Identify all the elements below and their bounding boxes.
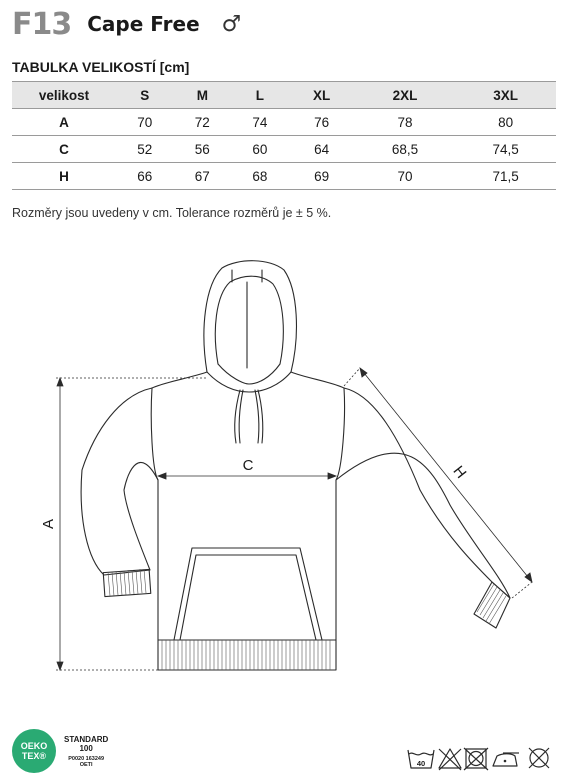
table-row <box>12 109 556 136</box>
table-cell: 60 <box>252 141 268 157</box>
table-cell: 52 <box>137 141 153 157</box>
dimension-h-label: H <box>449 462 470 482</box>
table-cell: 64 <box>314 141 330 157</box>
oeko-tex-logo <box>12 729 56 773</box>
standard-number: 100 <box>79 743 93 753</box>
table-cell: 72 <box>194 114 210 130</box>
right-cuff <box>474 582 510 628</box>
row-label: H <box>59 168 69 184</box>
table-cell: 74 <box>252 114 268 130</box>
neckline <box>207 372 291 392</box>
wash-temperature: 40 <box>416 759 426 768</box>
oeko-tex-badge <box>12 728 108 774</box>
institute-name: OETI <box>79 761 93 768</box>
left-cuff <box>103 569 151 596</box>
table-cell: 74,5 <box>492 141 519 157</box>
oeko-tex-text <box>64 735 108 768</box>
right-sleeve <box>336 388 510 598</box>
table-cell: 56 <box>194 141 210 157</box>
product-name: Cape Free <box>87 12 200 36</box>
kangaroo-pocket <box>174 548 322 640</box>
table-row <box>12 163 556 190</box>
size-header-label: velikost <box>38 87 90 103</box>
size-header: M <box>196 87 208 103</box>
standard-label: STANDARD <box>64 734 109 744</box>
size-table-title: TABULKA VELIKOSTÍ [cm] <box>12 59 190 75</box>
hood-opening <box>215 276 283 364</box>
dimension-a-label: A <box>40 518 57 530</box>
no-tumble-dry-icon <box>464 748 488 770</box>
body-outline <box>151 372 344 640</box>
hoodie-diagram <box>0 240 568 700</box>
table-cell: 68,5 <box>391 141 419 157</box>
hood-seam <box>232 270 262 368</box>
male-icon: ♂ <box>221 11 242 37</box>
table-cell: 76 <box>314 114 330 130</box>
dimension-c-label: C <box>242 457 254 474</box>
table-cell: 80 <box>498 114 514 130</box>
size-header: 3XL <box>493 87 519 103</box>
size-header: S <box>140 87 150 103</box>
size-table <box>12 81 556 190</box>
table-cell: 71,5 <box>492 168 519 184</box>
table-cell: 70 <box>137 114 153 130</box>
row-label: C <box>59 141 69 157</box>
table-cell: 67 <box>194 168 210 184</box>
table-row <box>12 136 556 163</box>
hem-band <box>158 640 336 670</box>
size-header: L <box>255 87 264 103</box>
row-label: A <box>59 114 69 130</box>
table-cell: 69 <box>314 168 330 184</box>
table-cell: 78 <box>397 114 413 130</box>
oeko-logo-line1: OEKO <box>20 741 48 751</box>
product-header <box>12 6 241 42</box>
care-symbols <box>407 744 557 772</box>
no-bleach-icon <box>439 749 461 770</box>
certificate-number: P0020 163249 <box>68 755 105 762</box>
table-cell: 70 <box>397 168 413 184</box>
iron-dot <box>504 760 507 763</box>
size-table-header-row <box>12 82 556 109</box>
iron-low-icon <box>493 753 519 766</box>
no-dry-clean-icon <box>529 748 549 768</box>
table-cell: 66 <box>137 168 153 184</box>
product-code: F13 <box>12 6 72 42</box>
table-cell: 68 <box>252 168 268 184</box>
oeko-logo-line2: TEX® <box>21 751 47 761</box>
size-header: 2XL <box>392 87 418 103</box>
tolerance-note: Rozměry jsou uvedeny v cm. Tolerance rozměrů je ± 5 %. <box>12 206 332 220</box>
left-sleeve <box>81 388 158 575</box>
hem-ribbing <box>162 640 330 670</box>
size-header: XL <box>313 87 331 103</box>
